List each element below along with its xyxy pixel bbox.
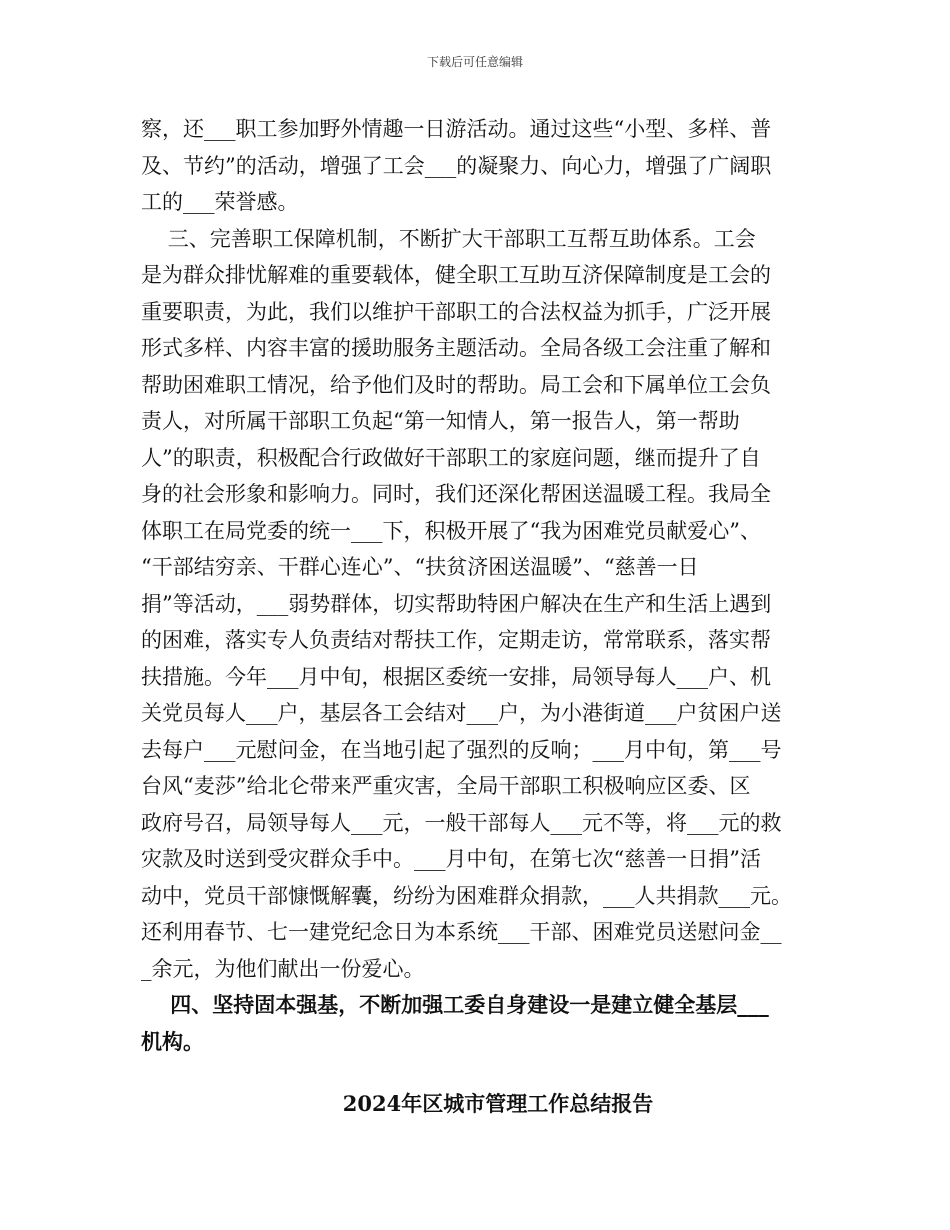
next-section-title: 2024年区城市管理工作总结报告 (342, 1091, 654, 1116)
document-body (141, 111, 821, 1060)
page-header: 下载后可任意编辑 (426, 55, 523, 69)
body-line: 还利用春节、七一建党纪念日为本系统___干部、困难党员送慰问金__ (141, 920, 782, 944)
body-line: 动中，党员干部慷慨解囊，纷纷为困难群众捐款，___人共捐款___元。 (141, 883, 792, 908)
body-line: 身的社会形象和影响力。同时，我们还深化帮困送温暖工程。我局全 (141, 482, 771, 506)
body-line: 灾款及时送到受灾群众手中。___月中旬，在第七次“慈善一日捐”活 (141, 847, 761, 871)
body-line: 责人，对所属干部职工负起“第一知情人，第一报告人，第一帮助 (141, 409, 740, 433)
body-line: 察，还___职工参加野外情趣一日游活动。通过这些“小型、多样、普 (141, 117, 772, 141)
body-line: 扶措施。今年___月中旬，根据区委统一安排，局领导每人___户、机 (141, 664, 771, 689)
body-line: 政府号召，局领导每人___元，一般干部每人___元不等，将___元的救 (141, 810, 782, 835)
body-line: 及、节约”的活动，增强了工会___的凝聚力、向心力，增强了广阔职 (141, 153, 772, 178)
body-line: 形式多样、内容丰富的援助服务主题活动。全局各级工会注重了解和 (141, 336, 771, 360)
section-heading-line: 四、坚持固本强基，不断加强工委自身建设一是建立健全基层___ (141, 992, 769, 1017)
body-line: 台风“麦莎”给北仑带来严重灾害，全局干部职工积极响应区委、区 (141, 774, 751, 798)
body-line: 关党员每人___户，基层各工会结对___户，为小港街道___户贫困户送 (141, 701, 782, 725)
body-line: 的困难，落实专人负责结对帮扶工作，定期走访，常常联系，落实帮 (141, 628, 771, 652)
body-line: 捐”等活动，___弱势群体，切实帮助特困户解决在生产和生活上遇到 (141, 591, 772, 616)
body-line: 人”的职责，积极配合行政做好干部职工的家庭问题，继而提升了自 (141, 445, 761, 470)
body-line: 工的___荣誉感。 (141, 190, 299, 214)
section-heading-line: 机构。 (141, 1028, 204, 1054)
body-line: 帮助困难职工情况，给予他们及时的帮助。局工会和下属单位工会负 (141, 372, 771, 397)
body-line: “干部结穷亲、干群心连心”、“扶贫济困送温暖”、“慈善一日 (141, 555, 699, 579)
body-line: 是为群众排忧解难的重要载体，健全职工互助互济保障制度是工会的 (141, 263, 771, 287)
body-line: 重要职责，为此，我们以维护干部职工的合法权益为抓手，广泛开展 (141, 299, 771, 324)
body-line: 体职工在局党委的统一___下，积极开展了“我为困难党员献爱心”、 (141, 518, 761, 543)
body-line: 去每户___元慰问金，在当地引起了强烈的反响；___月中旬，第___号 (141, 737, 782, 762)
body-line: _余元，为他们献出一份爱心。 (141, 956, 425, 981)
body-line: 三、完善职工保障机制，不断扩大干部职工互帮互助体系。工会 (141, 226, 756, 251)
